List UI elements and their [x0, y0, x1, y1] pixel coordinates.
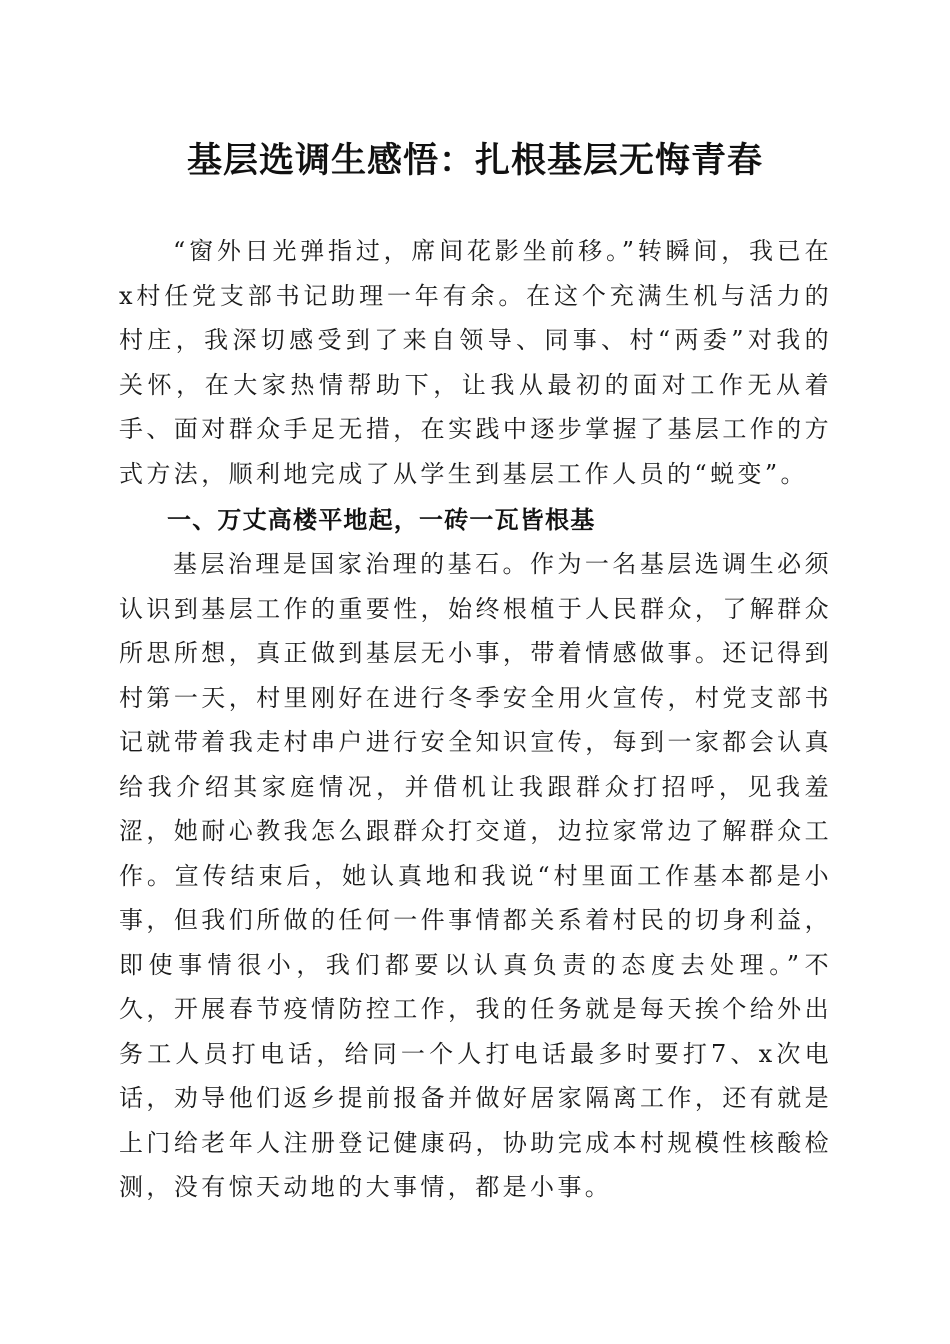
intro-paragraph: “窗外日光弹指过，席间花影坐前移。”转瞬间，我已在x村任党支部书记助理一年有余。在这个充满生机与活力的村庄，我深切感受到了来自领导、同事、村“两委”对我的关怀，在大家热情帮助下，让我从最初的面对工作无从着手、面对群众手足无措，在实践中逐步掌握了基层工作的方式方法，顺利地完成了从学生到基层工作人员的“蜕变”。: [119, 237, 832, 488]
section-paragraph: 基层治理是国家治理的基石。作为一名基层选调生必须认识到基层工作的重要性，始终根植于人民群众，了解群众所思所想，真正做到基层无小事，带着情感做事。还记得到村第一天，村里刚好在进行冬季安全用火宣传，村党支部书记就带着我走村串户进行安全知识宣传，每到一家都会认真给我介绍其家庭情况，并借机让我跟群众打招呼，见我羞涩，她耐心教我怎么跟群众打交道，边拉家常边了解群众工作。宣传结束后，她认真地和我说“村里面工作基本都是小事，但我们所做的任何一件事情都关系着村民的切身利益，即使事情很小，我们都要以认真负责的态度去处理。”不久，开展春节疫情防控工作，我的任务就是每天挨个给外出务工人员打电话，给同一个人打电话最多时要打7、x次电话，劝导他们返乡提前报备并做好居家隔离工作，还有就是上门给老年人注册登记健康码，协助完成本村规模性核酸检测，没有惊天动地的大事情，都是小事。: [119, 550, 832, 1201]
document-title: 基层选调生感悟：扎根基层无悔青春: [186, 140, 763, 181]
section-heading: 一、万丈高楼平地起，一砖一瓦皆根基: [167, 506, 596, 534]
